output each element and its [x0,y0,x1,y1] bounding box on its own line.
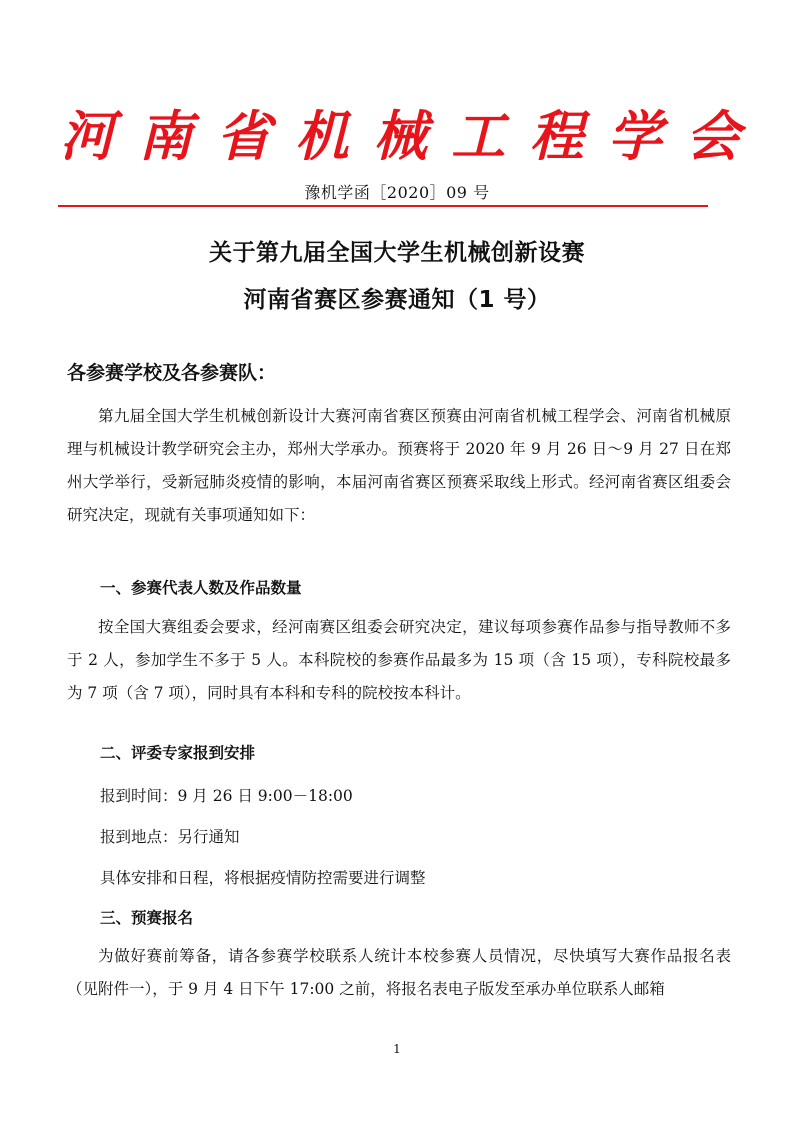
masthead-char: 省 [216,104,271,168]
section-1-paragraph [67,611,731,710]
masthead-char: 南 [138,104,193,168]
document-title-line1: 关于第九届全国大学生机械创新设赛 [209,240,585,266]
masthead-char: 学 [607,104,662,168]
section-heading-3: 三、预赛报名 [100,909,194,927]
report-location-line: 报到地点：另行通知 [100,828,240,846]
organization-masthead [60,100,740,172]
report-time-line: 报到时间：9 月 26 日 9:00－18:00 [100,787,353,805]
section-1-text: 按全国大赛组委会要求，经河南赛区组委会研究决定，建议每项参赛作品参与指导教师不多于 2 人，参加学生不多于 5 人。本科院校的参赛作品最多为 15 项（含 15 项），专科院校最多为 7 项（含 7 项），同时具有本科和专科的院校按本科计。 [67,618,731,702]
section-heading-1: 一、参赛代表人数及作品数量 [100,579,302,597]
section-heading-2: 二、评委专家报到安排 [100,744,256,762]
masthead-char: 工 [451,104,506,168]
intro-paragraph [67,400,731,532]
salutation: 各参赛学校及各参赛队： [67,362,277,384]
masthead-char: 程 [529,104,584,168]
masthead-char: 机 [294,104,349,168]
intro-text: 第九届全国大学生机械创新设计大赛河南省赛区预赛由河南省机械工程学会、河南省机械原理与机械设计教学研究会主办，郑州大学承办。预赛将于 2020 年 9 月 26 日～9 月 27 日在郑州大学举行，受新冠肺炎疫情的影响，本届河南省赛区预赛采取线上形式。经河南省赛区组委会研究决定，现就有关事项通知如下： [67,407,731,524]
schedule-note-line: 具体安排和日程，将根据疫情防控需要进行调整 [100,869,426,887]
page-number: 1 [393,1042,401,1056]
masthead-char: 会 [686,104,740,168]
document-title-line2: 河南省赛区参赛通知（1 号） [243,287,551,313]
header-divider [58,205,708,207]
masthead-char: 械 [373,104,427,168]
section-3-paragraph [67,940,731,1006]
masthead-char: 河 [60,104,114,168]
section-3-text: 为做好赛前筹备，请各参赛学校联系人统计本校参赛人员情况，尽快填写大赛作品报名表（见附件一），于 9 月 4 日下午 17:00 之前，将报名表电子版发至承办单位联系人邮箱 [67,947,731,998]
document-number: 豫机学函［2020］09 号 [304,183,490,202]
